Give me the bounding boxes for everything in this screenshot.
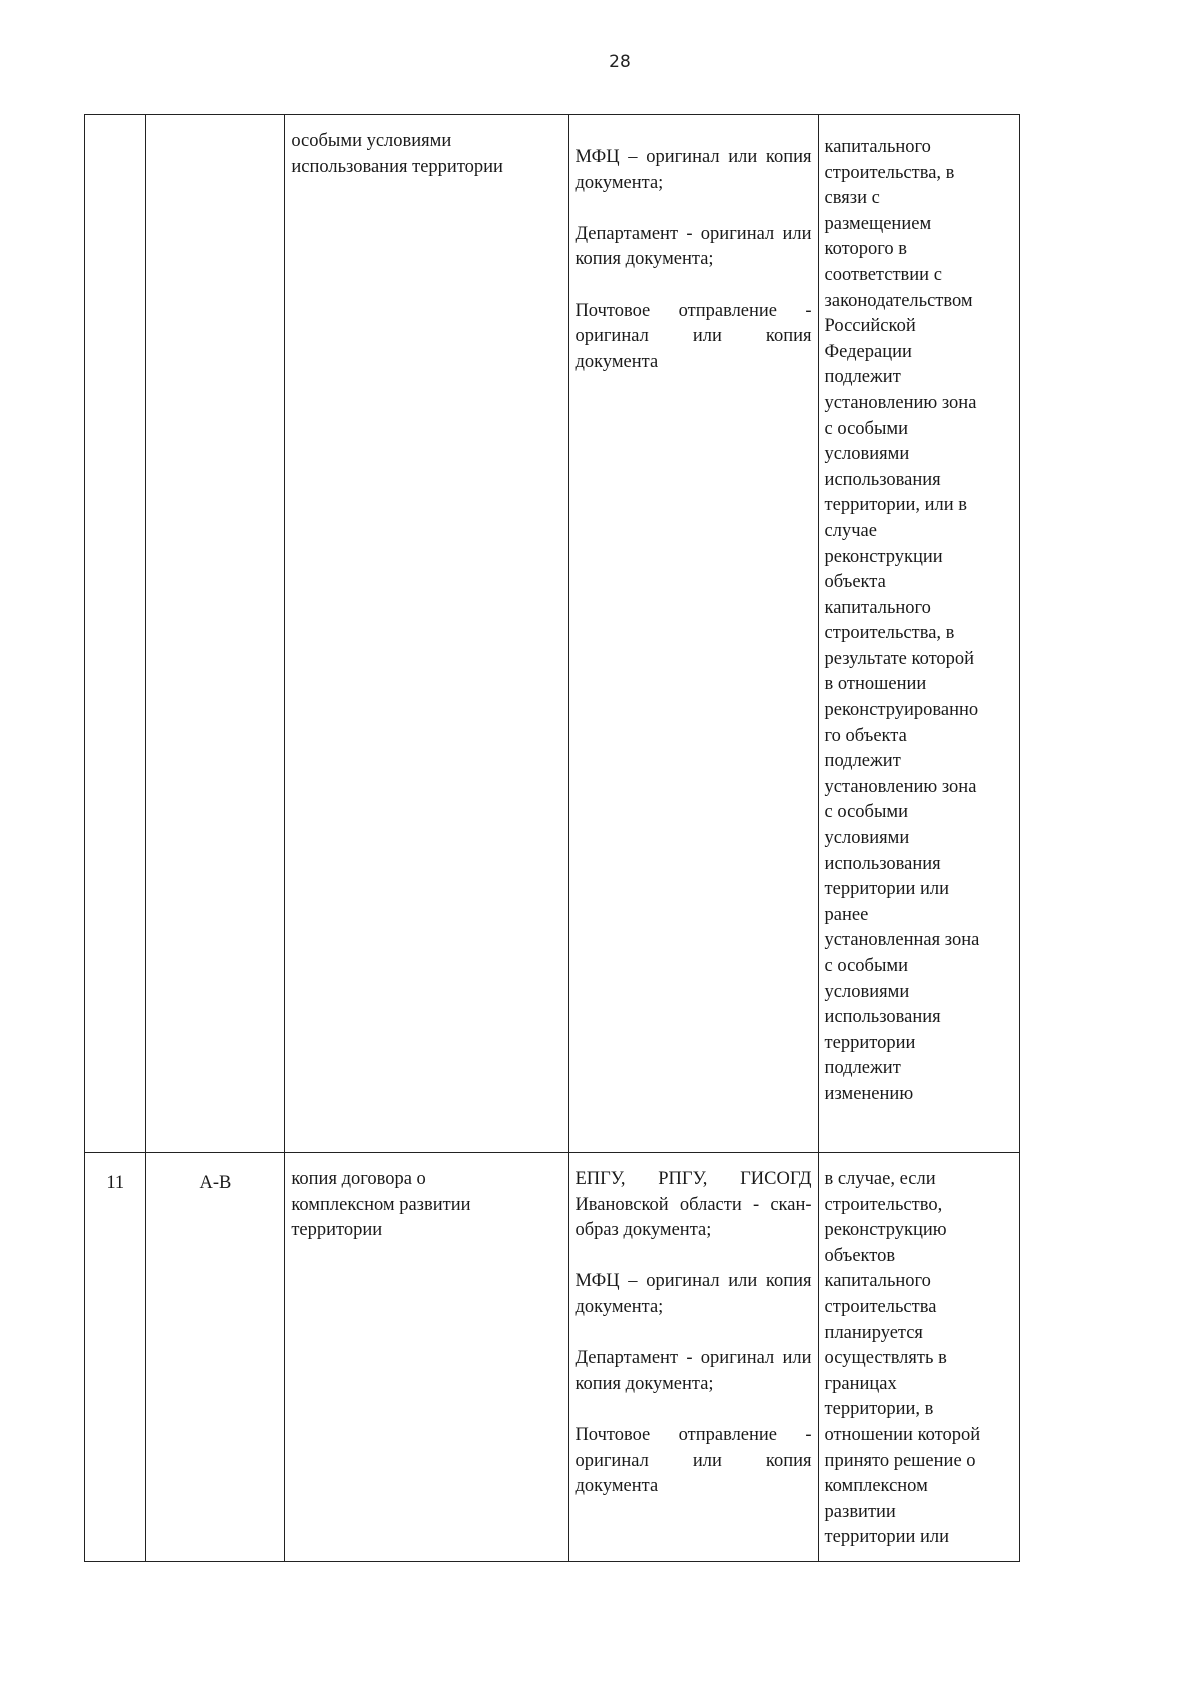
document-table — [84, 114, 1020, 1562]
table-row — [85, 1153, 1020, 1562]
table-row — [85, 115, 1020, 1153]
submission-method-item: Департамент - оригинал или копия документа; — [575, 223, 812, 270]
submission-method-item: МФЦ – оригинал или копия документа; — [575, 1271, 812, 1317]
condition-cell: в случае, если строительство, реконструкцию объектов капитального строительства планируется осуществлять в границах территории, в отношении которой принято решение о комплексном развитии территории или — [818, 1153, 1019, 1562]
submission-method-item: ЕПГУ, РПГУ, ГИСОГД Ивановской области - скан-образ документа; — [575, 1169, 812, 1241]
page-number: 28 — [609, 52, 631, 72]
submission-method-item: Почтовое отправление - оригинал или копия документа — [575, 1424, 812, 1497]
row-number-cell: 11 — [85, 1153, 146, 1562]
applicant-category-cell — [146, 115, 285, 1153]
submission-method-item: Департамент - оригинал или копия документа; — [575, 1348, 812, 1394]
submission-method-item: МФЦ – оригинал или копия документа; — [575, 147, 812, 193]
submission-method-cell — [569, 115, 818, 1153]
applicant-category-cell: А-В — [146, 1153, 285, 1562]
document-name-cell: копия договора о комплексном развитии территории — [285, 1153, 569, 1562]
submission-method-cell — [569, 1153, 818, 1562]
condition-cell: капитального строительства, в связи с размещением которого в соответствии с законодательством Российской Федерации подлежит установлению зона с особыми условиями использования территории, или в случае реконструкции объекта капитального строительства, в результате которой в отношении реконструированно го объекта подлежит установлению зона с особыми условиями использования территории или ранее установленная зона с особыми условиями использования территории подлежит изменению — [818, 115, 1019, 1153]
submission-method-item: Почтовое отправление - оригинал или копия документа — [575, 300, 812, 372]
document-name-cell: особыми условиями использования территории — [285, 115, 569, 1153]
row-number-cell — [85, 115, 146, 1153]
